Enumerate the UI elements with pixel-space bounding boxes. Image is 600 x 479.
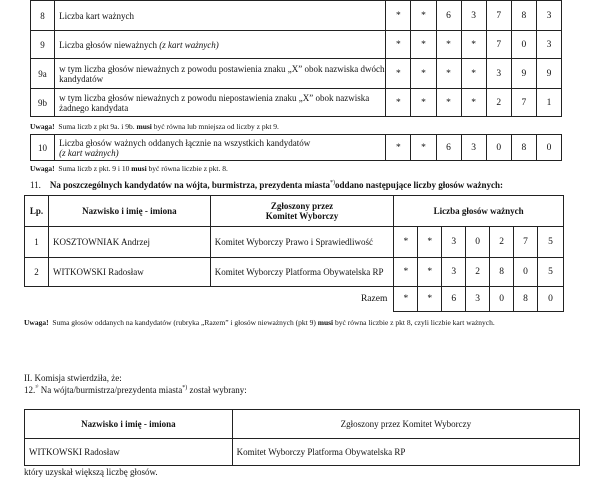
digit-cell: 0 [514,258,538,287]
digit-cell: 3 [536,31,561,59]
candidate-lp: 2 [25,258,49,287]
table-row [25,258,564,287]
digit-cell: * [436,59,461,89]
table-total-row [25,287,564,312]
digit-cell: * [418,227,442,258]
digit-cell: 3 [461,135,486,161]
digit-cell: 3 [466,287,490,312]
digit-cell: 5 [537,258,563,287]
row-number: 8 [31,1,55,31]
header-votes: Liczba głosów ważnych [394,196,564,227]
digit-cell: 7 [486,31,511,59]
digit-cell: 5 [537,227,563,258]
digit-cell: * [394,287,418,312]
note-sum-9a-9b: Uwaga! Suma liczb z pkt 9a. i 9b. musi być równa lub mniejsza od liczby z pkt 9. [30,122,279,131]
digit-cell: * [461,59,486,89]
table-row [31,1,562,31]
section-2-heading: II. Komisja stwierdziła, że: [24,373,122,383]
row-label: Liczba kart ważnych [55,1,386,31]
digit-cell: * [411,135,436,161]
digit-cell: 1 [536,89,561,117]
digit-cell: * [386,1,411,31]
digit-cell: * [461,89,486,117]
row-label: w tym liczba głosów nieważnych z powodu postawienia znaku „X” obok nazwiska dwóch kandydatów [55,59,386,89]
vote-count-table [30,0,562,117]
digit-cell: * [386,31,411,59]
winner-header-committee: Zgłoszony przez Komitet Wyborczy [232,410,579,439]
digit-cell: * [418,258,442,287]
winner-table [24,409,580,466]
table-row [31,135,562,161]
row-label: Liczba głosów ważnych oddanych łącznie na wszystkich kandydatów (z kart ważnych) [55,135,386,161]
candidate-name: WITKOWSKI Radosław [48,258,210,287]
digit-cell: 6 [436,135,461,161]
header-lp: Lp. [25,196,49,227]
digit-cell: * [386,89,411,117]
digit-cell: * [418,287,442,312]
digit-cell: 2 [490,227,514,258]
table-header-row [25,410,580,439]
digit-cell: * [411,89,436,117]
digit-cell: 3 [442,227,466,258]
digit-cell: 0 [466,227,490,258]
note-sum-9-10: Uwaga! Suma liczb z pkt. 9 i 10 musi być równa liczbie z pkt. 8. [30,164,228,173]
table-row [25,439,580,466]
digit-cell: * [461,31,486,59]
digit-cell: 6 [436,1,461,31]
header-committee: Zgłoszony przez Komitet Wyborczy [210,196,394,227]
row-number: 9b [31,89,55,117]
winner-committee: Komitet Wyborczy Platforma Obywatelska RP [232,439,579,466]
digit-cell: * [436,89,461,117]
header-name: Nazwisko i imię - imiona [48,196,210,227]
digit-cell: 8 [490,258,514,287]
digit-cell: * [386,135,411,161]
digit-cell: 3 [461,1,486,31]
digit-cell: * [411,1,436,31]
row-number: 10 [31,135,55,161]
digit-cell: 0 [536,135,561,161]
digit-cell: 2 [466,258,490,287]
note-sum-candidates: Uwaga! Suma głosów oddanych na kandydatów (rubryka „Razem” i głosów nieważnych (pkt 9) musi być równa liczbie z pkt 8, czyli liczbie kart ważnych. [24,318,495,327]
digit-cell: * [394,227,418,258]
table-row [31,59,562,89]
candidate-committee: Komitet Wyborczy Prawo i Sprawiedliwość [210,227,394,258]
valid-votes-table [30,134,562,161]
digit-cell: 9 [536,59,561,89]
table-row [25,227,564,258]
digit-cell: 7 [486,1,511,31]
digit-cell: * [436,31,461,59]
digit-cell: 7 [511,89,536,117]
digit-cell: 3 [442,258,466,287]
digit-cell: 0 [537,287,563,312]
digit-cell: 3 [486,59,511,89]
row-number: 9 [31,31,55,59]
row-number: 9a [31,59,55,89]
row-label: w tym liczba głosów nieważnych z powodu niepostawienia znaku „X” obok nazwiska żadnego kandydata [55,89,386,117]
digit-cell: 7 [514,227,538,258]
winner-name: WITKOWSKI Radosław [25,439,233,466]
digit-cell: 6 [442,287,466,312]
digit-cell: 0 [490,287,514,312]
digit-cell: 0 [486,135,511,161]
table-header-row [25,196,564,227]
table-row [31,31,562,59]
digit-cell: 9 [511,59,536,89]
digit-cell: 0 [511,31,536,59]
digit-cell: * [394,258,418,287]
digit-cell: 2 [486,89,511,117]
total-label: Razem [25,287,394,312]
digit-cell: 8 [514,287,538,312]
digit-cell: * [411,59,436,89]
table-row [31,89,562,117]
candidate-name: KOSZTOWNIAK Andrzej [48,227,210,258]
candidates-table [24,195,564,312]
section-12-line: 12.$^{^{1)}}$ Na wójta/burmistrza/prezydenta miasta*) został wybrany: [24,385,247,395]
digit-cell: 8 [511,1,536,31]
footer-text: który uzyskał większą liczbę głosów. [24,467,158,477]
digit-cell: * [411,31,436,59]
digit-cell: * [386,59,411,89]
candidate-lp: 1 [25,227,49,258]
row-label: Liczba głosów nieważnych (z kart ważnych) [55,31,386,59]
digit-cell: 3 [536,1,561,31]
digit-cell: 8 [511,135,536,161]
candidate-committee: Komitet Wyborczy Platforma Obywatelska RP [210,258,394,287]
winner-header-name: Nazwisko i imię - imiona [25,410,233,439]
section-11-heading: 11. Na poszczególnych kandydatów na wójta, burmistrza, prezydenta miasta*)oddano następujące liczby głosów ważnych: [30,180,504,190]
